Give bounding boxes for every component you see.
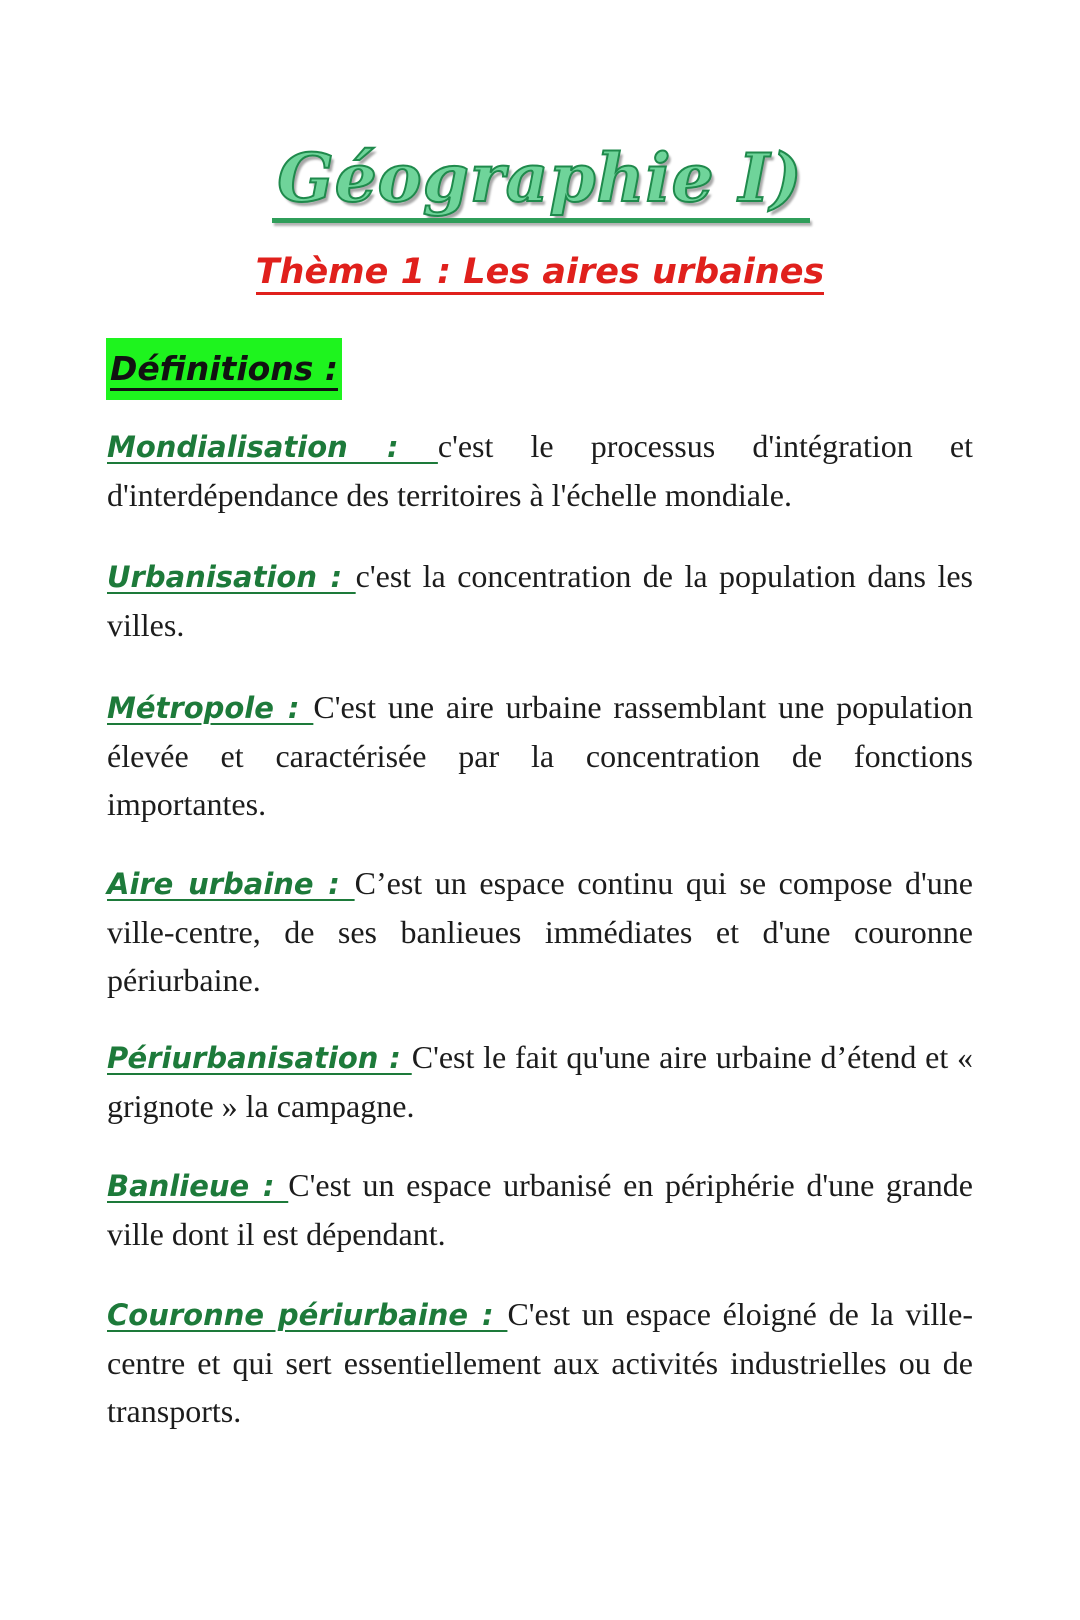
theme-subtitle-text: Thème 1 : Les aires urbaines xyxy=(256,252,825,295)
definition-couronne-periurbaine xyxy=(107,1290,973,1435)
definition-periurbanisation xyxy=(107,1033,973,1130)
definition-term: Métropole : xyxy=(107,691,314,725)
definition-term: Aire urbaine : xyxy=(107,867,355,901)
definition-banlieue xyxy=(107,1161,973,1258)
definition-text: c'est la concentration de la population dans les villes. xyxy=(107,558,973,643)
definition-term: Périurbanisation : xyxy=(107,1041,412,1075)
definition-term: Couronne périurbaine : xyxy=(107,1298,508,1332)
page-title: Géographie I) xyxy=(277,139,803,217)
definition-aire-urbaine xyxy=(107,859,973,1004)
definition-metropole xyxy=(107,683,973,828)
definition-text: c'est le processus d'intégration et d'interdépendance des territoires à l'échelle mondiale. xyxy=(107,428,973,513)
definition-text: C'est une aire urbaine rassemblant une population élevée et caractérisée par la concentration de fonctions importantes. xyxy=(107,689,974,822)
definitions-heading xyxy=(106,338,342,400)
definition-term: Mondialisation : xyxy=(107,430,438,464)
definition-text: C'est un espace urbanisé en périphérie d'une grande ville dont il est dépendant. xyxy=(107,1167,973,1252)
definition-text: C'est le fait qu'une aire urbaine d’étend et « grignote » la campagne. xyxy=(107,1039,973,1124)
definition-text: C’est un espace continu qui se compose d'une ville-centre, de ses banlieues immédiates et d'une couronne périurbaine. xyxy=(107,865,973,998)
definitions-heading-text: Définitions : xyxy=(110,349,338,391)
definition-urbanisation xyxy=(107,552,973,649)
theme-subtitle xyxy=(0,250,1080,294)
definition-term: Urbanisation : xyxy=(107,560,356,594)
definition-text: C'est un espace éloigné de la ville-centre et qui sert essentiellement aux activités industrielles ou de transports. xyxy=(107,1296,973,1429)
definition-term: Banlieue : xyxy=(107,1169,289,1203)
definition-mondialisation xyxy=(107,422,973,519)
title-underline xyxy=(272,218,810,223)
